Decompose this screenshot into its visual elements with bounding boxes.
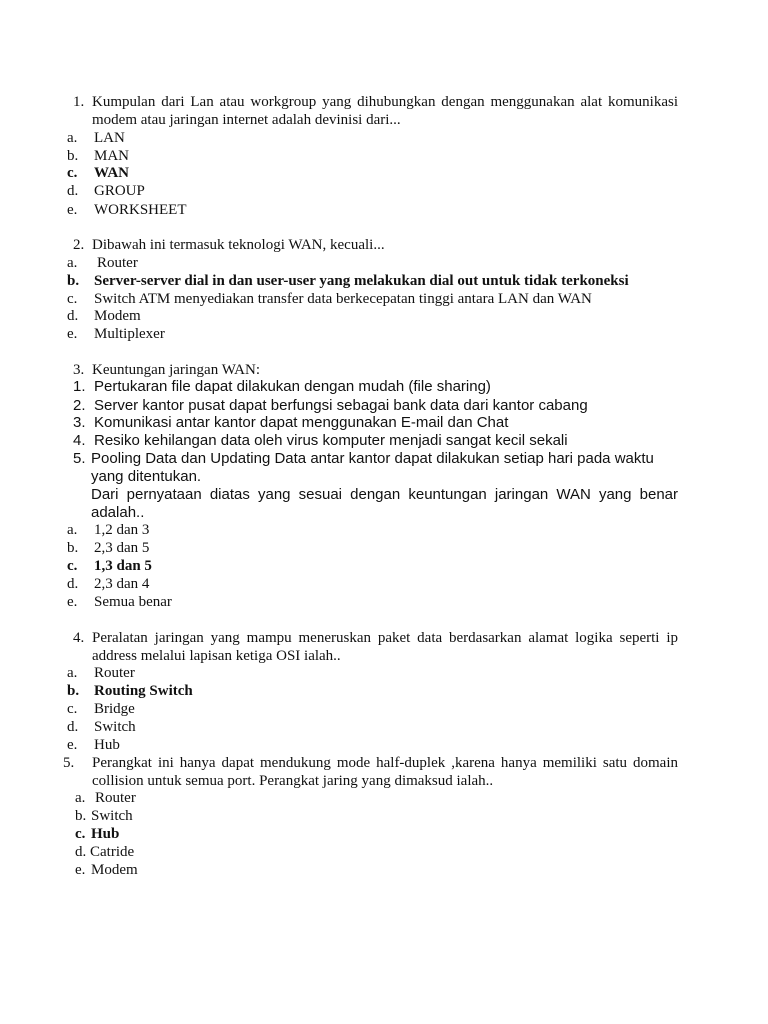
option-label-answer: b. (67, 273, 80, 289)
option-label: e. (67, 737, 78, 753)
option-text: Modem (94, 308, 141, 324)
option-text-answer: WAN (94, 165, 130, 181)
option-text: LAN (94, 130, 125, 146)
option-label-answer: b. (67, 683, 80, 699)
option-text: Modem (91, 862, 138, 878)
option-text: Hub (94, 737, 120, 753)
option-label: a. (75, 790, 86, 806)
option-label: b. (67, 148, 79, 164)
statement-number: 3. (73, 414, 86, 431)
option-text: Switch (94, 719, 136, 735)
option-label: a. (67, 665, 78, 681)
option-label: a. (67, 522, 78, 538)
question-prompt: Dari pernyataan diatas yang sesuai dengan keuntungan jaringan WAN yang benar adalah.. (91, 486, 678, 521)
option-label-answer: c. (75, 826, 86, 842)
question-number: 2. (73, 237, 85, 253)
option-text: Switch ATM menyediakan transfer data berkecepatan tinggi antara LAN dan WAN (94, 291, 592, 307)
option-text-answer: Server-server dial in dan user-user yang melakukan dial out untuk tidak terkoneksi (94, 273, 629, 289)
option-label: a. (67, 130, 78, 146)
question-text: Dibawah ini termasuk teknologi WAN, kecuali... (92, 237, 385, 253)
option-text-answer: Routing Switch (94, 683, 193, 699)
statement-text: Resiko kehilangan data oleh virus komputer menjadi sangat kecil sekali (94, 432, 568, 449)
option-text: Bridge (94, 701, 135, 717)
statement-number: 4. (73, 432, 86, 449)
option-text-answer: Hub (91, 826, 120, 842)
option-label: d. (67, 576, 79, 592)
option-label: d. (75, 844, 87, 860)
option-label: e. (67, 326, 78, 342)
option-label: b. (75, 808, 87, 824)
statement-number: 5. (73, 450, 86, 467)
option-label: a. (67, 255, 78, 271)
option-label-answer: c. (67, 165, 78, 181)
question-text: Kumpulan dari Lan atau workgroup yang dihubungkan dengan menggunakan alat komunikasi modem atau jaringan internet adalah devinisi dari... (92, 94, 678, 128)
option-label: e. (67, 594, 78, 610)
option-text: Router (97, 255, 138, 271)
statement-text: Komunikasi antar kantor dapat menggunakan E-mail dan Chat (94, 414, 509, 431)
option-label: e. (67, 202, 78, 218)
option-text: Catride (90, 844, 135, 860)
option-text: 2,3 dan 4 (94, 576, 150, 592)
option-text: 1,2 dan 3 (94, 522, 150, 538)
option-label: d. (67, 183, 79, 199)
question-number: 3. (73, 362, 85, 378)
option-label: d. (67, 308, 79, 324)
question-number: 5. (63, 755, 75, 771)
option-text: GROUP (94, 183, 145, 199)
option-text: Multiplexer (94, 326, 165, 342)
question-number: 4. (73, 630, 85, 646)
option-label: c. (67, 701, 78, 717)
option-text: Semua benar (94, 594, 172, 610)
question-text: Keuntungan jaringan WAN: (92, 362, 261, 378)
statement-number: 2. (73, 397, 86, 414)
option-text: Switch (91, 808, 133, 824)
option-label: d. (67, 719, 79, 735)
option-text: 2,3 dan 5 (94, 540, 150, 556)
option-label: b. (67, 540, 79, 556)
option-text-answer: 1,3 dan 5 (94, 558, 152, 574)
question-text: Peralatan jaringan yang mampu meneruskan paket data berdasarkan alamat logika seperti ip address melalui lapisan ketiga OSI ialah.. (92, 630, 678, 664)
option-label: c. (67, 291, 78, 307)
option-text: MAN (94, 148, 130, 164)
option-label: e. (75, 862, 86, 878)
option-text: WORKSHEET (94, 202, 187, 218)
option-label-answer: c. (67, 558, 78, 574)
option-text: Router (94, 665, 135, 681)
question-text: Perangkat ini hanya dapat mendukung mode half-duplek ,karena hanya memiliki satu domain collision untuk semua port. Perangkat jaring yang dimaksud ialah.. (92, 755, 678, 789)
statement-text: Pooling Data dan Updating Data antar kantor dapat dilakukan setiap hari pada waktu yang ditentukan. (91, 450, 654, 485)
statement-text: Pertukaran file dapat dilakukan dengan mudah (file sharing) (94, 378, 491, 395)
option-text: Router (95, 790, 136, 806)
statement-number: 1. (73, 378, 86, 395)
statement-text: Server kantor pusat dapat berfungsi sebagai bank data dari kantor cabang (94, 397, 588, 414)
question-number: 1. (73, 94, 85, 110)
